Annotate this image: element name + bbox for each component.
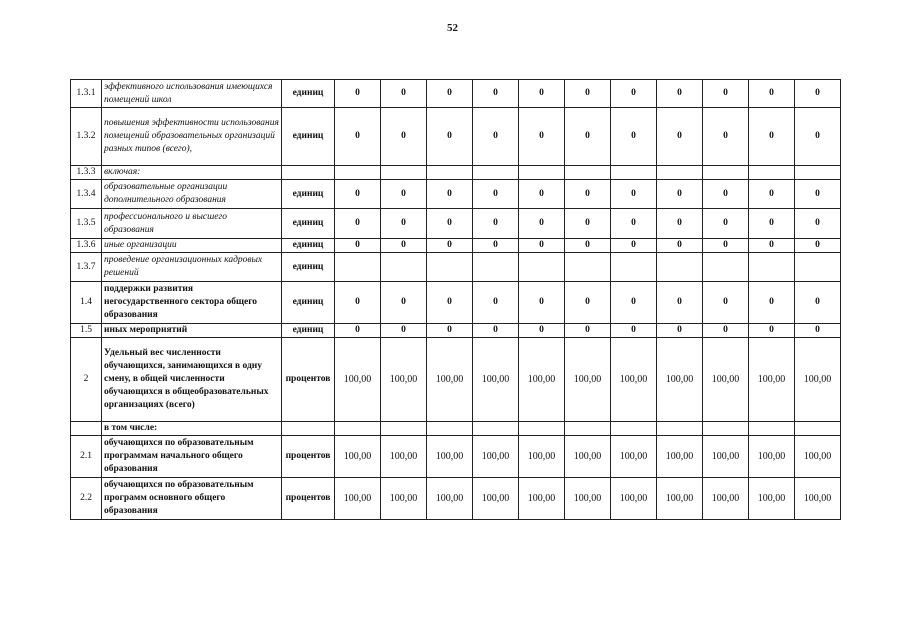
value-cell: 0 (703, 108, 749, 166)
data-table (70, 79, 841, 520)
row-unit: процентов (282, 338, 335, 422)
value-cell: 0 (565, 80, 611, 108)
value-cell (611, 253, 657, 282)
value-cell (473, 253, 519, 282)
value-cell: 0 (473, 239, 519, 253)
row-unit: единиц (282, 324, 335, 338)
value-cell: 100,00 (795, 338, 841, 422)
value-cell: 100,00 (611, 436, 657, 478)
row-indicator-name: профессионального и высшего образования (102, 209, 282, 239)
table-row (71, 324, 841, 338)
value-cell: 100,00 (427, 478, 473, 520)
value-cell: 100,00 (519, 436, 565, 478)
value-cell (519, 422, 565, 436)
value-cell (427, 253, 473, 282)
row-code: 2.1 (71, 436, 102, 478)
row-code: 2.2 (71, 478, 102, 520)
value-cell: 100,00 (519, 478, 565, 520)
value-cell: 0 (335, 108, 381, 166)
value-cell: 0 (427, 282, 473, 324)
value-cell: 100,00 (749, 338, 795, 422)
value-cell: 0 (703, 209, 749, 239)
table-row (71, 422, 841, 436)
value-cell: 0 (795, 239, 841, 253)
row-unit: процентов (282, 436, 335, 478)
value-cell (473, 422, 519, 436)
value-cell: 0 (519, 282, 565, 324)
value-cell: 0 (749, 209, 795, 239)
value-cell: 0 (381, 108, 427, 166)
value-cell (657, 253, 703, 282)
value-cell: 100,00 (795, 436, 841, 478)
value-cell: 0 (611, 108, 657, 166)
value-cell (795, 422, 841, 436)
value-cell (795, 253, 841, 282)
value-cell (335, 166, 381, 180)
row-unit: единиц (282, 239, 335, 253)
row-indicator-name: обучающихся по образовательным программ основного общего образования (102, 478, 282, 520)
value-cell: 0 (657, 209, 703, 239)
value-cell: 100,00 (749, 436, 795, 478)
value-cell: 0 (611, 324, 657, 338)
value-cell (335, 253, 381, 282)
value-cell: 0 (427, 108, 473, 166)
value-cell: 0 (473, 209, 519, 239)
row-code: 1.5 (71, 324, 102, 338)
value-cell: 0 (473, 80, 519, 108)
value-cell: 100,00 (657, 478, 703, 520)
value-cell: 0 (519, 209, 565, 239)
value-cell: 0 (795, 180, 841, 209)
row-indicator-name: в том числе: (102, 422, 282, 436)
row-indicator-name: иные организации (102, 239, 282, 253)
value-cell: 0 (565, 282, 611, 324)
table-row (71, 80, 841, 108)
value-cell: 0 (795, 80, 841, 108)
table-body (71, 80, 841, 520)
value-cell: 100,00 (611, 338, 657, 422)
row-indicator-name: включая: (102, 166, 282, 180)
row-unit: единиц (282, 282, 335, 324)
value-cell: 0 (335, 282, 381, 324)
value-cell: 100,00 (427, 338, 473, 422)
value-cell (611, 422, 657, 436)
value-cell: 0 (749, 108, 795, 166)
value-cell (795, 166, 841, 180)
value-cell: 100,00 (795, 478, 841, 520)
value-cell: 100,00 (703, 338, 749, 422)
value-cell: 100,00 (381, 478, 427, 520)
value-cell: 0 (657, 324, 703, 338)
row-unit: процентов (282, 478, 335, 520)
row-code: 1.3.4 (71, 180, 102, 209)
value-cell: 100,00 (565, 478, 611, 520)
value-cell: 0 (611, 80, 657, 108)
value-cell: 0 (703, 324, 749, 338)
value-cell: 0 (335, 180, 381, 209)
value-cell (473, 166, 519, 180)
value-cell (565, 253, 611, 282)
value-cell: 0 (381, 80, 427, 108)
value-cell (381, 422, 427, 436)
value-cell (657, 422, 703, 436)
value-cell (565, 422, 611, 436)
row-indicator-name: обучающихся по образовательным программам начального общего образования (102, 436, 282, 478)
value-cell: 0 (335, 80, 381, 108)
row-unit (282, 166, 335, 180)
value-cell: 100,00 (335, 338, 381, 422)
value-cell (335, 422, 381, 436)
value-cell: 0 (611, 180, 657, 209)
value-cell: 100,00 (703, 436, 749, 478)
row-code: 1.3.6 (71, 239, 102, 253)
table-row (71, 166, 841, 180)
value-cell: 100,00 (657, 436, 703, 478)
value-cell: 0 (519, 239, 565, 253)
value-cell: 100,00 (473, 338, 519, 422)
value-cell (657, 166, 703, 180)
value-cell (565, 166, 611, 180)
value-cell: 100,00 (473, 436, 519, 478)
value-cell: 0 (749, 180, 795, 209)
table-row (71, 282, 841, 324)
value-cell (749, 253, 795, 282)
value-cell: 0 (565, 239, 611, 253)
value-cell: 0 (427, 209, 473, 239)
table-row (71, 478, 841, 520)
row-unit: единиц (282, 253, 335, 282)
value-cell (519, 166, 565, 180)
table-row (71, 253, 841, 282)
value-cell: 0 (657, 108, 703, 166)
value-cell: 0 (565, 180, 611, 209)
value-cell: 0 (473, 324, 519, 338)
value-cell: 0 (427, 324, 473, 338)
row-indicator-name: Удельный вес численности обучающихся, занимающихся в одну смену, в общей численности обучающихся в общеобразовательных организациях (всего) (102, 338, 282, 422)
value-cell: 100,00 (703, 478, 749, 520)
value-cell: 0 (657, 282, 703, 324)
value-cell: 0 (657, 180, 703, 209)
value-cell: 0 (657, 239, 703, 253)
value-cell: 0 (611, 209, 657, 239)
value-cell: 0 (519, 180, 565, 209)
value-cell: 0 (749, 80, 795, 108)
row-code: 1.4 (71, 282, 102, 324)
value-cell: 0 (335, 209, 381, 239)
value-cell: 0 (381, 282, 427, 324)
value-cell: 0 (335, 239, 381, 253)
row-unit: единиц (282, 209, 335, 239)
row-unit (282, 422, 335, 436)
value-cell: 100,00 (565, 338, 611, 422)
row-code: 1.3.7 (71, 253, 102, 282)
row-unit: единиц (282, 80, 335, 108)
value-cell: 0 (381, 209, 427, 239)
value-cell (427, 166, 473, 180)
row-indicator-name: повышения эффективности использования помещений образовательных организаций разных типов (всего), (102, 108, 282, 166)
row-indicator-name: проведение организационных кадровых решений (102, 253, 282, 282)
row-code: 2 (71, 338, 102, 422)
value-cell: 0 (795, 108, 841, 166)
value-cell: 0 (795, 282, 841, 324)
value-cell: 100,00 (519, 338, 565, 422)
value-cell: 0 (473, 108, 519, 166)
value-cell: 0 (381, 180, 427, 209)
value-cell: 0 (427, 80, 473, 108)
value-cell: 0 (335, 324, 381, 338)
table-row (71, 436, 841, 478)
table-row (71, 239, 841, 253)
value-cell: 0 (657, 80, 703, 108)
value-cell (381, 253, 427, 282)
row-code (71, 422, 102, 436)
value-cell (749, 422, 795, 436)
value-cell: 0 (703, 180, 749, 209)
value-cell: 0 (519, 80, 565, 108)
value-cell: 0 (611, 282, 657, 324)
value-cell: 0 (565, 108, 611, 166)
value-cell: 0 (427, 239, 473, 253)
value-cell: 0 (473, 180, 519, 209)
row-indicator-name: образовательные организации дополнительного образования (102, 180, 282, 209)
value-cell: 0 (703, 239, 749, 253)
value-cell: 100,00 (565, 436, 611, 478)
value-cell (703, 422, 749, 436)
value-cell: 100,00 (381, 436, 427, 478)
value-cell: 0 (749, 239, 795, 253)
value-cell: 0 (795, 209, 841, 239)
row-indicator-name: иных мероприятий (102, 324, 282, 338)
row-unit: единиц (282, 108, 335, 166)
value-cell: 100,00 (749, 478, 795, 520)
value-cell: 0 (427, 180, 473, 209)
table-row (71, 108, 841, 166)
value-cell (427, 422, 473, 436)
value-cell (703, 253, 749, 282)
value-cell (611, 166, 657, 180)
table-row (71, 209, 841, 239)
value-cell: 100,00 (473, 478, 519, 520)
value-cell: 100,00 (427, 436, 473, 478)
value-cell: 0 (749, 282, 795, 324)
value-cell (519, 253, 565, 282)
row-code: 1.3.1 (71, 80, 102, 108)
row-unit: единиц (282, 180, 335, 209)
value-cell: 0 (565, 209, 611, 239)
value-cell: 0 (703, 282, 749, 324)
value-cell (381, 166, 427, 180)
value-cell: 100,00 (657, 338, 703, 422)
value-cell: 0 (611, 239, 657, 253)
value-cell: 0 (381, 239, 427, 253)
value-cell: 0 (749, 324, 795, 338)
value-cell: 100,00 (335, 478, 381, 520)
value-cell: 0 (703, 80, 749, 108)
value-cell (749, 166, 795, 180)
row-code: 1.3.5 (71, 209, 102, 239)
table-row (71, 338, 841, 422)
table-row (71, 180, 841, 209)
value-cell: 100,00 (381, 338, 427, 422)
page-number: 52 (447, 22, 458, 34)
value-cell: 0 (519, 324, 565, 338)
value-cell: 0 (473, 282, 519, 324)
value-cell: 0 (565, 324, 611, 338)
value-cell: 0 (519, 108, 565, 166)
row-code: 1.3.3 (71, 166, 102, 180)
value-cell: 0 (381, 324, 427, 338)
value-cell: 100,00 (611, 478, 657, 520)
value-cell: 0 (795, 324, 841, 338)
row-indicator-name: поддержки развития негосударственного сектора общего образования (102, 282, 282, 324)
row-code: 1.3.2 (71, 108, 102, 166)
value-cell (703, 166, 749, 180)
value-cell: 100,00 (335, 436, 381, 478)
row-indicator-name: эффективного использования имеющихся помещений школ (102, 80, 282, 108)
